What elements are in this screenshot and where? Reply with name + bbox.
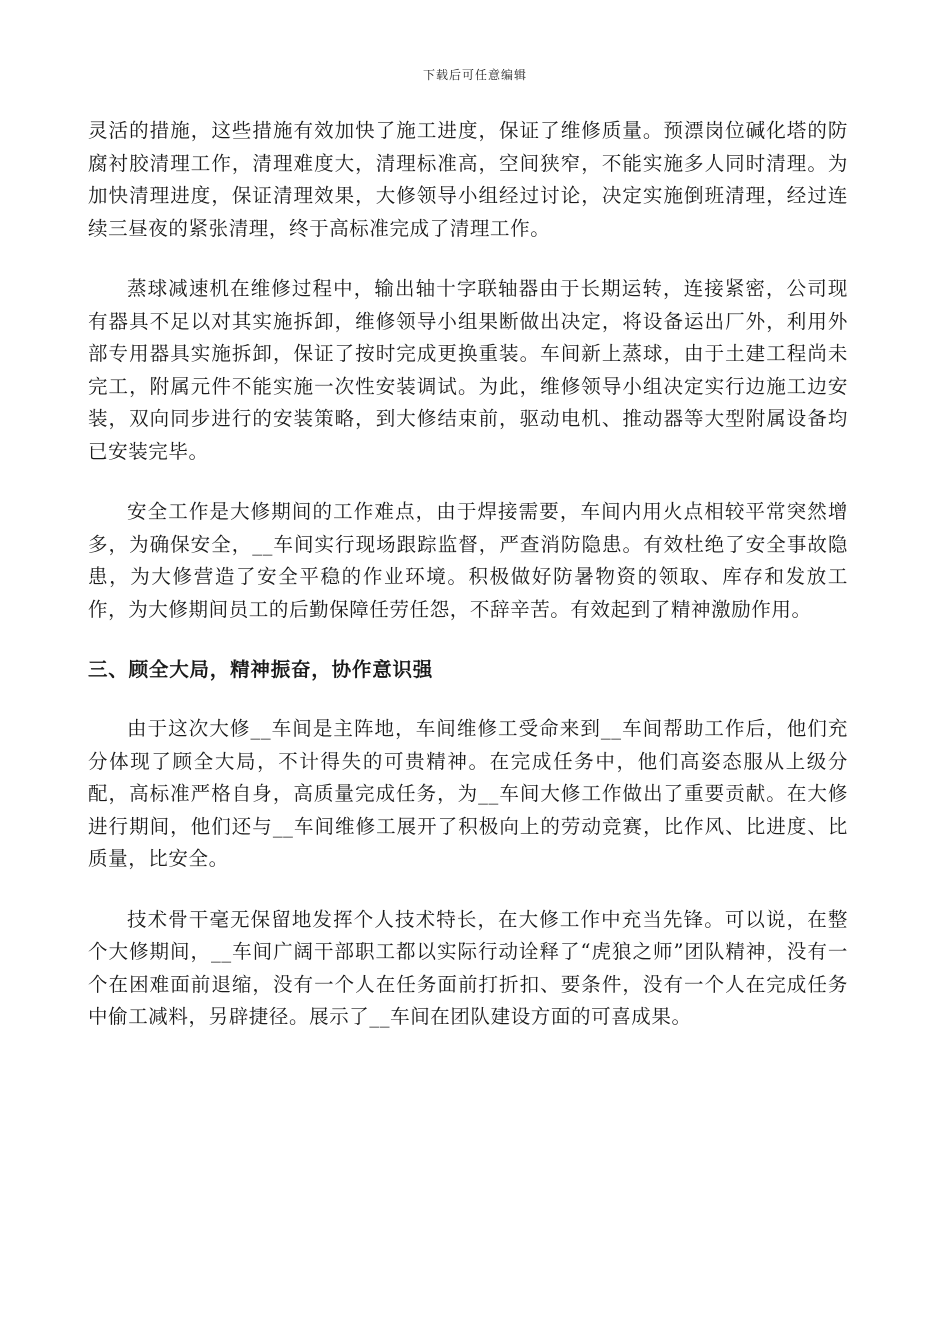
- paragraph-technical-backbone: 技术骨干毫无保留地发挥个人技术特长，在大修工作中充当先锋。可以说，在整个大修期间，__车间广阔干部职工都以实际行动诠释了“虎狼之师”团队精神，没有一个在困难面前退缩，没有一个人在任务面前打折扣、要条件，没有一个人在完成任务中偷工减料，另辟捷径。展示了__车间在团队建设方面的可喜成果。: [88, 907, 848, 1028]
- paragraph-cooperation: 由于这次大修__车间是主阵地，车间维修工受命来到__车间帮助工作后，他们充分体现了顾全大局，不计得失的可贵精神。在完成任务中，他们高姿态服从上级分配，高标准严格自身，高质量完成任务，为__车间大修工作做出了重要贡献。在大修进行期间，他们还与__车间维修工展开了积极向上的劳动竞赛，比作风、比进度、比质量，比安全。: [88, 717, 848, 870]
- page-header: 下载后可任意编辑: [422, 68, 527, 82]
- paragraph-measures: 灵活的措施，这些措施有效加快了施工进度，保证了维修质量。预漂岗位碱化塔的防腐衬胶清理工作，清理难度大，清理标准高，空间狭窄，不能实施多人同时清理。为加快清理进度，保证清理效果，大修领导小组经过讨论，决定实施倒班清理，经过连续三昼夜的紧张清理，终于高标准完成了清理工作。: [88, 119, 848, 240]
- document-body: [88, 115, 848, 1062]
- paragraph-safety: 安全工作是大修期间的工作难点，由于焊接需要，车间内用火点相较平常突然增多，为确保安全，__车间实行现场跟踪监督，严查消防隐患。有效杜绝了安全事故隐患，为大修营造了安全平稳的作业环境。积极做好防暑物资的领取、库存和发放工作，为大修期间员工的后勤保障任劳任怨，不辞辛苦。有效起到了精神激励作用。: [88, 500, 848, 621]
- section-heading-3: 三、顾全大局，精神振奋，协作意识强: [88, 658, 434, 681]
- paragraph-reducer-repair: 蒸球减速机在维修过程中，输出轴十字联轴器由于长期运转，连接紧密，公司现有器具不足以对其实施拆卸，维修领导小组果断做出决定，将设备运出厂外，利用外部专用器具实施拆卸，保证了按时完成更换重装。车间新上蒸球，由于土建工程尚未完工，附属元件不能实施一次性安装调试。为此，维修领导小组决定实行边施工边安装，双向同步进行的安装策略，到大修结束前，驱动电机、推动器等大型附属设备均已安装完毕。: [88, 277, 848, 463]
